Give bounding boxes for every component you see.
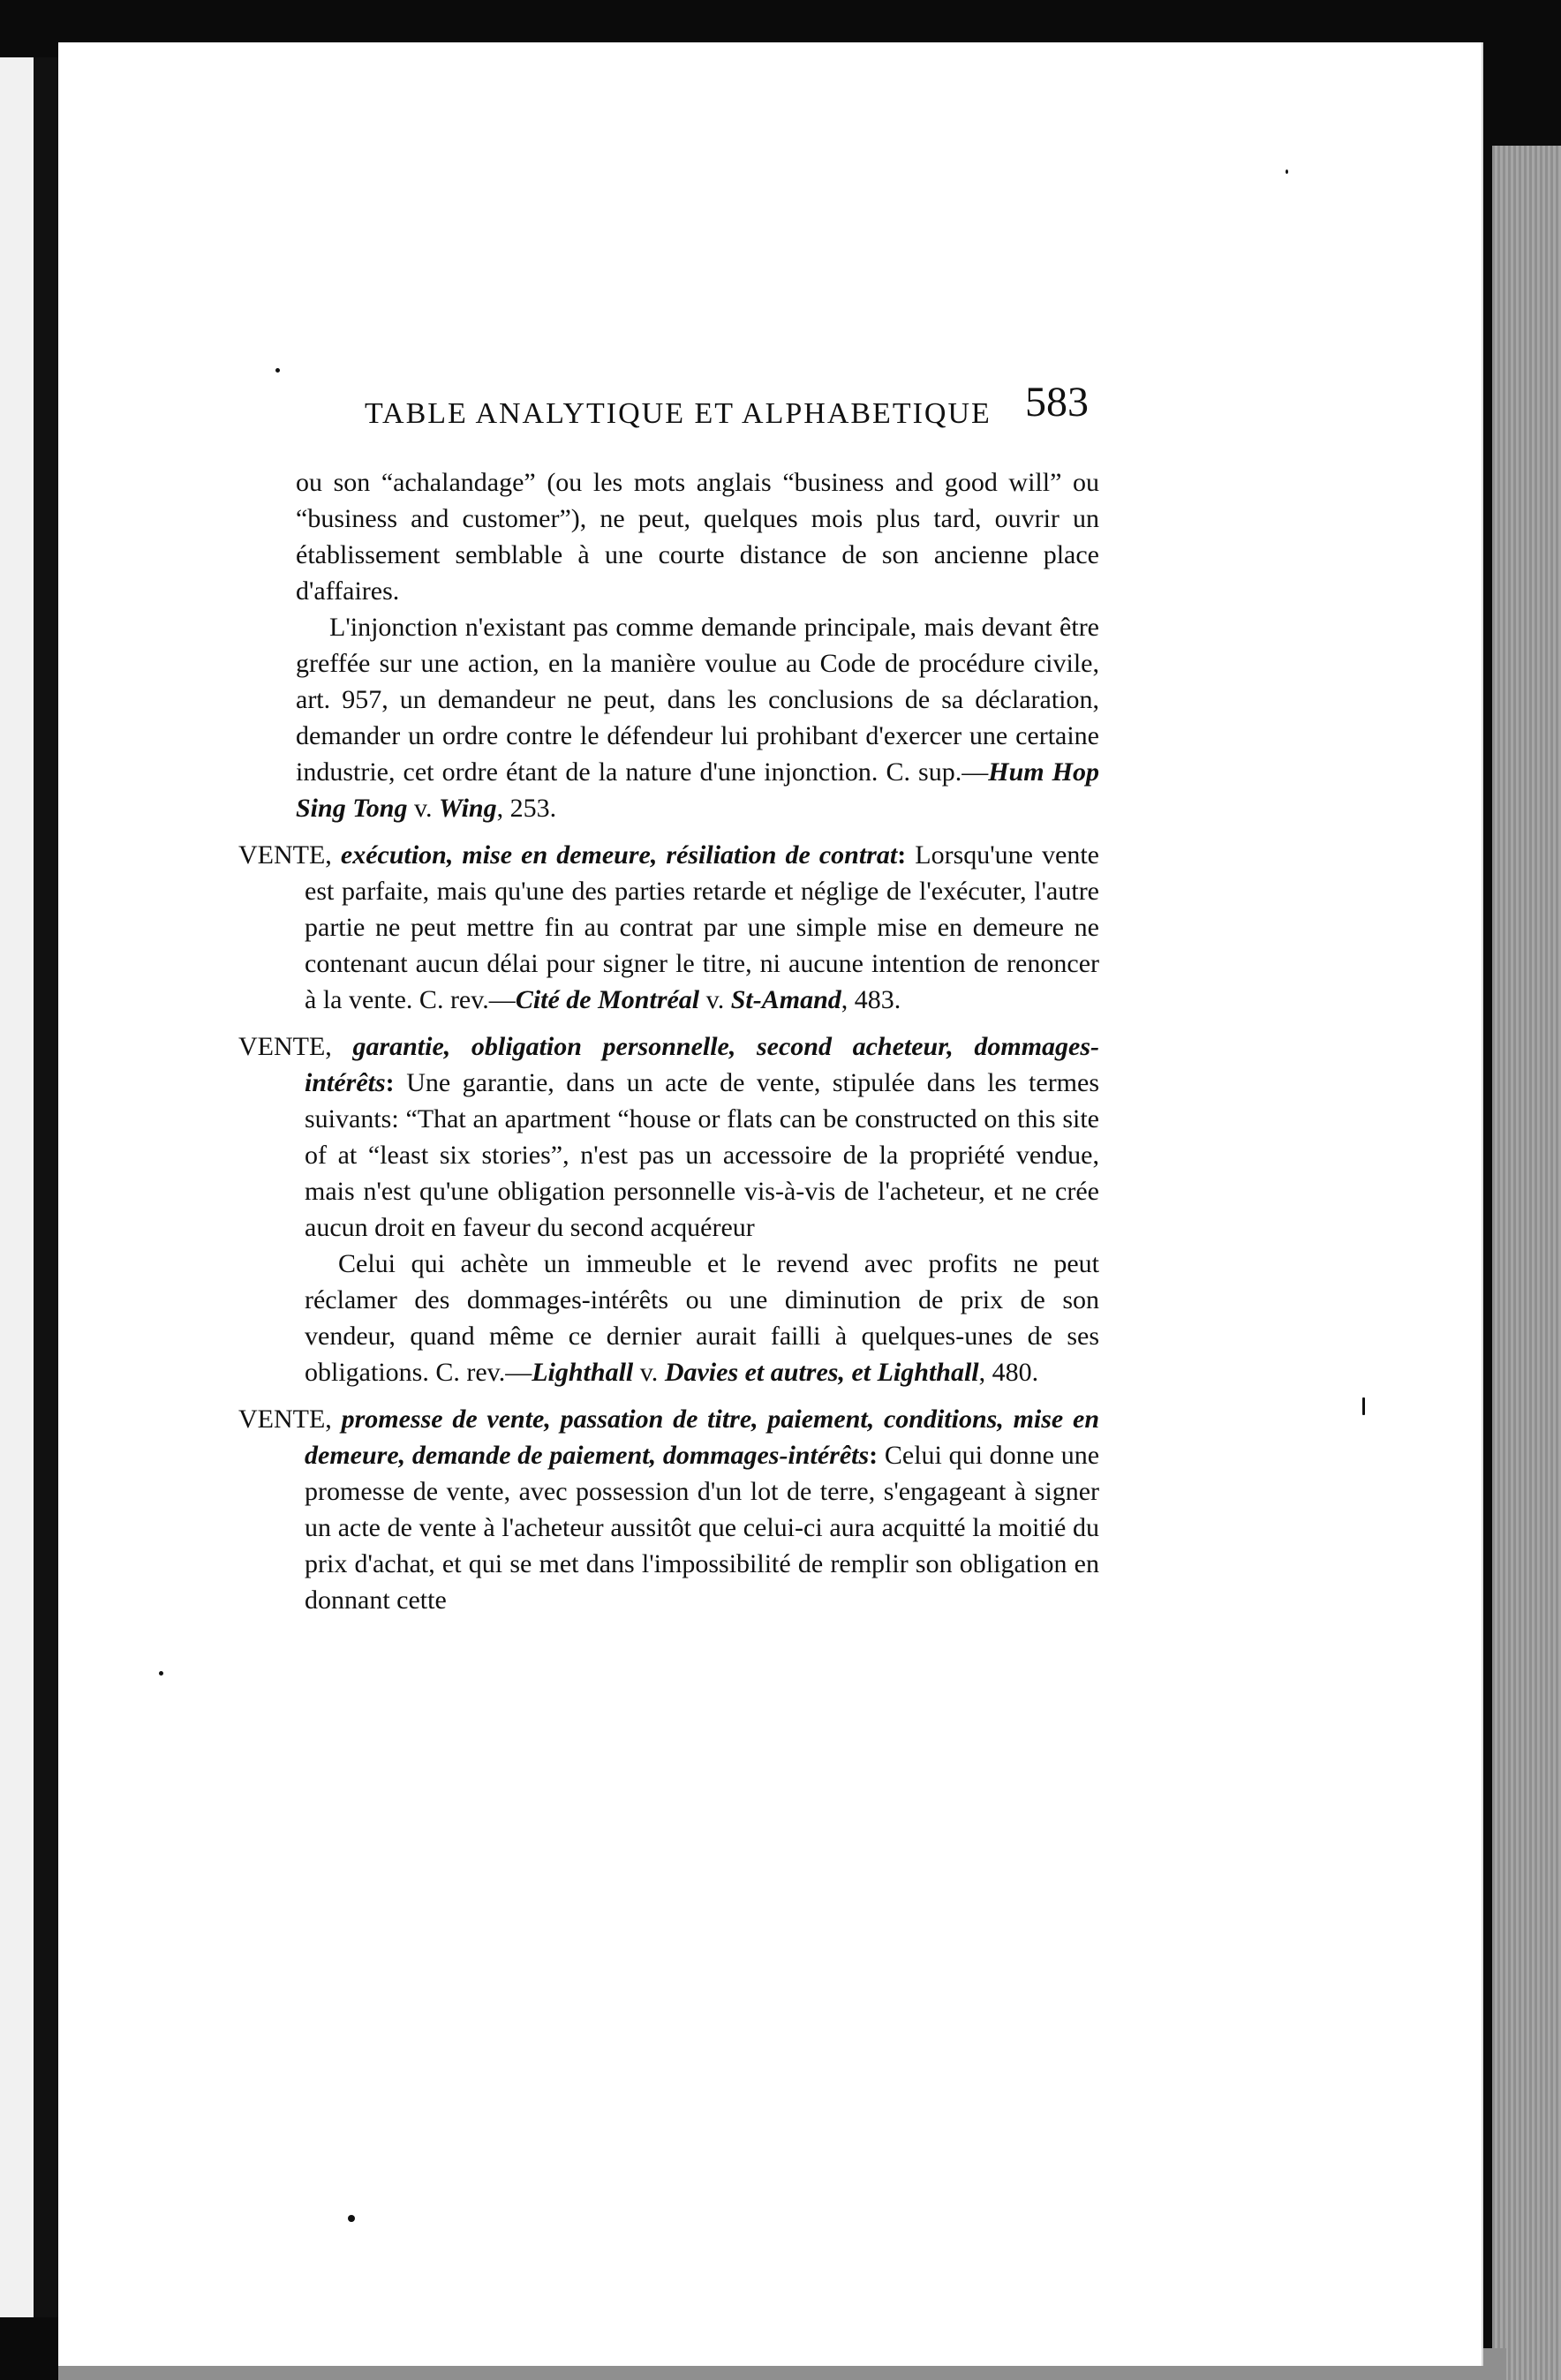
adjacent-page-edge bbox=[0, 57, 34, 2317]
index-text bbox=[238, 464, 1099, 1618]
case-party: Davies et autres, et Lighthall bbox=[664, 1358, 979, 1387]
entry-heading: VENTE, bbox=[238, 1405, 332, 1434]
case-page: , 483. bbox=[841, 985, 901, 1014]
case-name: Lighthall bbox=[532, 1358, 634, 1387]
entry-colon: : bbox=[869, 1441, 879, 1470]
scan-speck bbox=[159, 1671, 163, 1676]
index-entry bbox=[238, 1401, 1099, 1618]
case-party: Wing bbox=[439, 794, 497, 823]
continued-entry bbox=[296, 464, 1099, 826]
case-versus: v. bbox=[699, 985, 731, 1014]
index-entry bbox=[238, 1028, 1099, 1390]
scan-speck bbox=[275, 368, 280, 373]
case-party: St-Amand bbox=[730, 985, 841, 1014]
page-number: 583 bbox=[1025, 379, 1089, 426]
case-page: , 480. bbox=[978, 1358, 1039, 1387]
book-gutter bbox=[34, 57, 58, 2317]
case-versus: v. bbox=[633, 1358, 665, 1387]
entry-body: Celui qui achète un immeuble et le revend avec profits ne peut réclamer des dommages-intérêts ou une diminution de prix de son vendeur, quand même ce dernier aurait failli à quelques-unes de ses obligations. C. rev.— bbox=[305, 1249, 1099, 1387]
case-name: Hum Hop Sing Tong bbox=[296, 757, 1099, 823]
entry-sub-paragraph bbox=[305, 1246, 1099, 1390]
continuation-paragraph-2 bbox=[296, 609, 1099, 826]
entry-heading: VENTE, bbox=[238, 840, 332, 870]
entry-topics: promesse de vente, passation de titre, paiement, conditions, mise en demeure, demande de paiement, dommages-intérêts bbox=[305, 1405, 1100, 1470]
entry-topics: exécution, mise en demeure, résiliation de contrat bbox=[340, 840, 898, 870]
entry-body: Une garantie, dans un acte de vente, stipulée dans les termes suivants: “That an apartment “house or flats can be constructed on this site of at “least six stories”, n'est pas un accessoire de la propriété vendue, mais n'est qu'une obligation personnelle vis-à-vis de l'acheteur, et ne crée aucun droit en faveur du second acquéreur bbox=[305, 1068, 1100, 1242]
entry-colon: : bbox=[385, 1068, 395, 1097]
scan-speck bbox=[1362, 1397, 1365, 1415]
page-stack-edge bbox=[1492, 146, 1561, 2380]
case-name: Cité de Montréal bbox=[515, 985, 700, 1014]
case-page: , 253. bbox=[496, 794, 557, 823]
entry-topics: garantie, obligation personnelle, second acheteur, dommages-intérêts bbox=[305, 1032, 1100, 1097]
continuation-paragraph: ou son “achalandage” (ou les mots anglais “business and good will” ou “business and customer”), ne peut, quelques mois plus tard, ouvrir un établissement semblable à une courte distance de son ancienne place d'affaires. bbox=[296, 468, 1099, 606]
page-header bbox=[365, 378, 1089, 431]
index-entry bbox=[238, 837, 1099, 1018]
scan-speck bbox=[348, 2215, 355, 2222]
entry-heading: VENTE, bbox=[238, 1032, 332, 1061]
entry-body: Celui qui donne une promesse de vente, avec possession d'un lot de terre, s'engageant à signer un acte de vente à l'acheteur aussitôt que celui-ci aura acquitté la moitié du prix d'achat, et qui se met dans l'impossibilité de remplir son obligation en donnant cette bbox=[305, 1441, 1100, 1615]
case-versus: v. bbox=[407, 794, 440, 823]
entry-paragraph bbox=[238, 1028, 1100, 1246]
entry-colon: : bbox=[897, 840, 907, 870]
running-title: TABLE ANALYTIQUE ET ALPHABETIQUE bbox=[365, 397, 992, 430]
scan-speck bbox=[1286, 169, 1288, 174]
entry-body: Lorsqu'une vente est parfaite, mais qu'une des parties retarde et néglige de l'exécuter, l'autre partie ne peut mettre fin au contrat par une simple mise en demeure ne contenant aucun délai pour signer le titre, ni aucune intention de renoncer à la vente. C. rev.— bbox=[305, 840, 1099, 1014]
paragraph-text: L'injonction n'existant pas comme demande principale, mais devant être greffée sur une action, en la manière voulue au Code de procédure civile, art. 957, un demandeur ne peut, dans les conclusions de sa déclaration, demander un ordre contre le défendeur lui prohibant d'exercer une certaine industrie, cet ordre étant de la nature d'une injonction. C. sup.— bbox=[296, 613, 1099, 787]
